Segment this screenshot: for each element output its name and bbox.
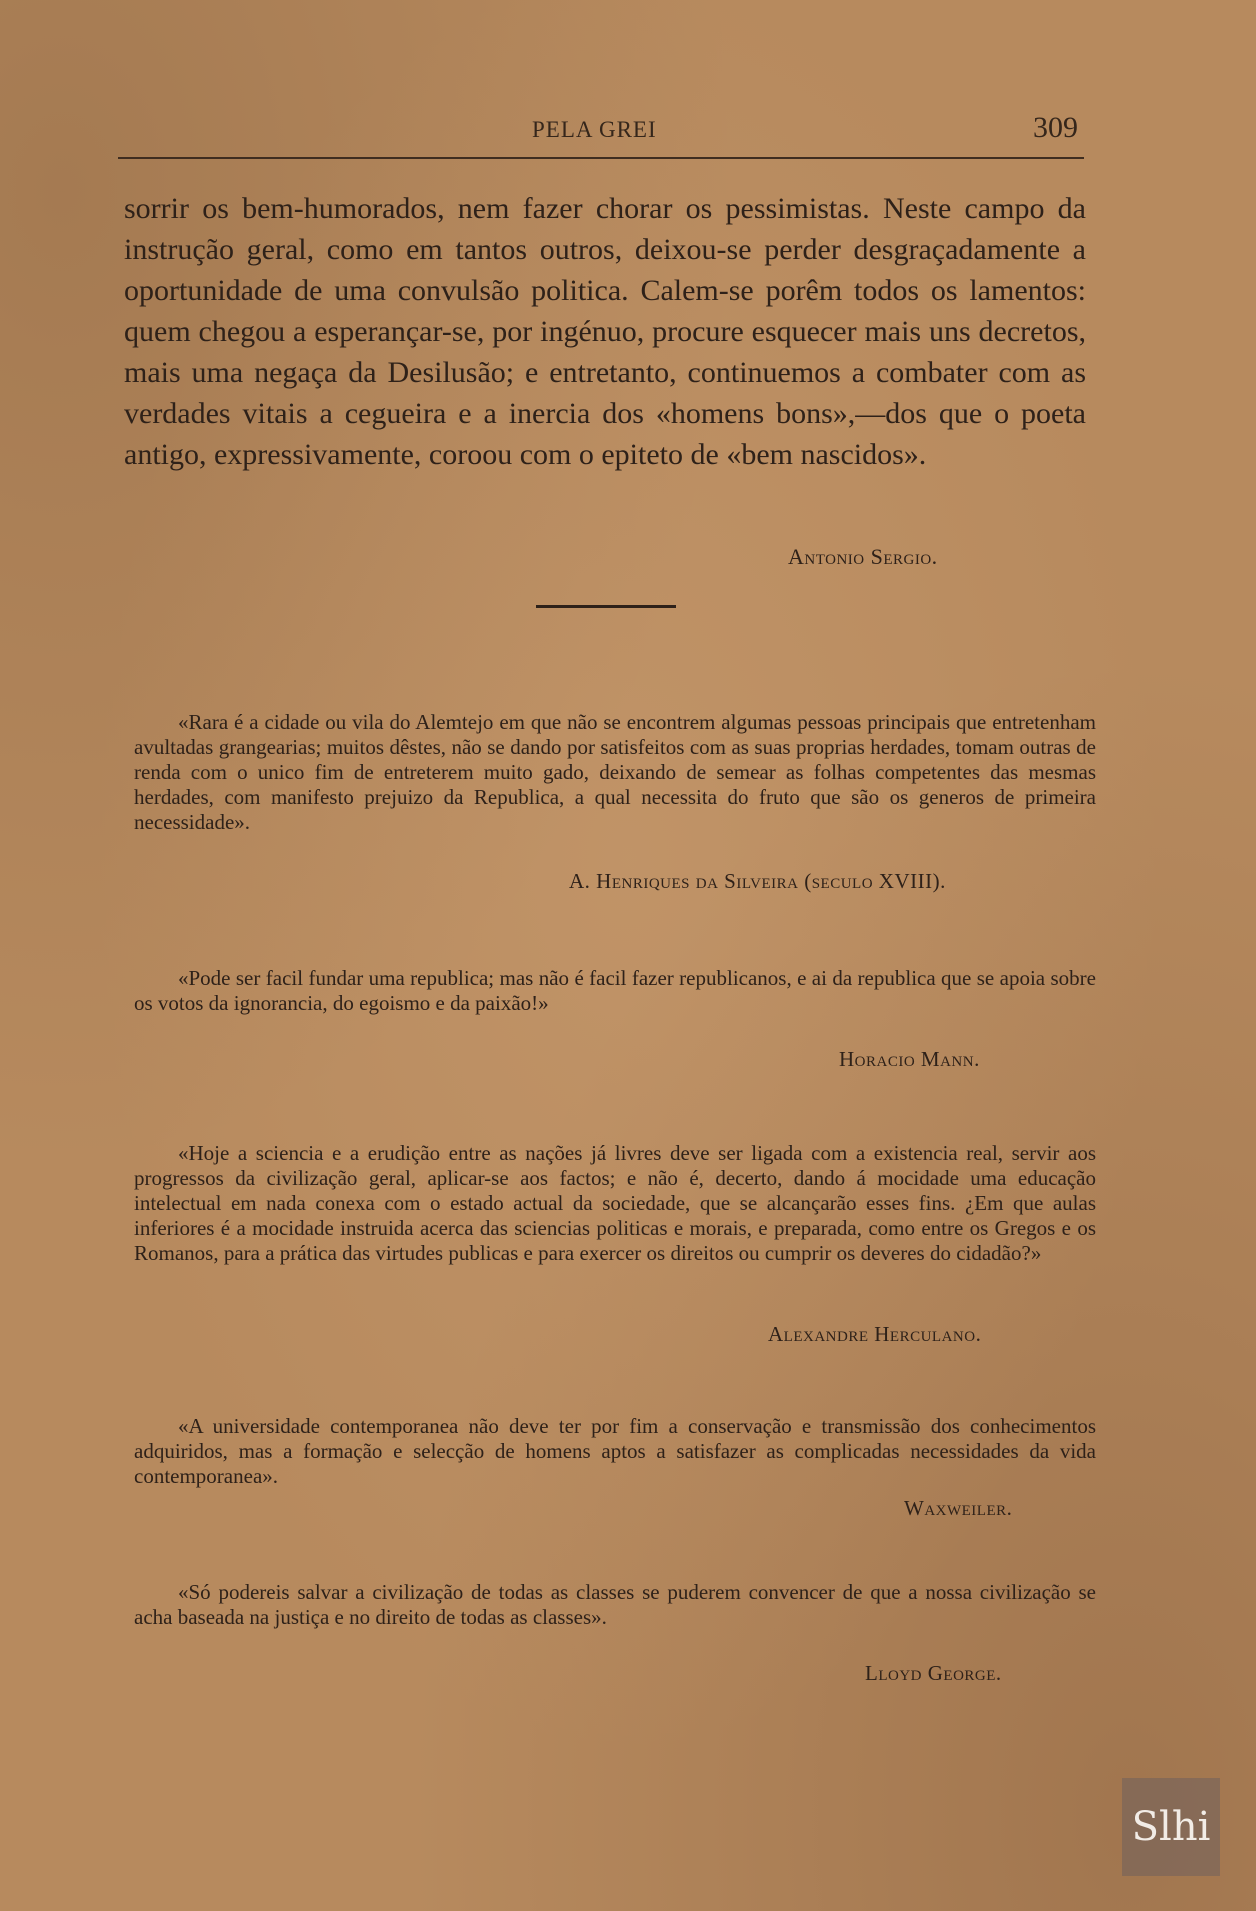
section-divider	[536, 605, 676, 608]
library-logo-text: Slhi	[1131, 1804, 1211, 1850]
library-logo	[1122, 1778, 1220, 1876]
quote-mann: «Pode ser facil fundar uma republica; mas não é facil fazer republicanos, e ai da republica que se apoia sobre os votos da ignorancia, do egoismo e da paixão!»	[134, 966, 1096, 1015]
main-paragraph: sorrir os bem-humorados, nem fazer chorar os pessimistas. Neste campo da instrução geral, como em tantos outros, deixou-se perder desgraçadamente a oportunidade de uma convulsão politica. Calem-se porêm todos os lamentos: quem chegou a esperançar-se, por ingénuo, procure esquecer mais uns decretos, mais uma negaça da Desilusão; e entretanto, continuemos a combater com as verdades vitais a cegueira e a inercia dos «homens bons»,—dos que o poeta antigo, expressivamente, coroou com o epiteto de «bem nascidos».	[124, 192, 1086, 471]
quote-silveira: «Rara é a cidade ou vila do Alemtejo em que não se encontrem algumas pessoas principais que entretenham avultadas grangearias; muitos dêstes, não se dando por satisfeitos com as suas proprias herdades, tomam outras de renda com o unico fim de entreterem muito gado, deixando de semear as folhas competentes das mesmas herdades, com manifesto prejuizo da Republica, a qual necessita do fruto que são os generos de primeira necessidade».	[134, 710, 1096, 834]
quote-author-lloyd-george: Lloyd George.	[865, 1661, 1002, 1685]
quote-author-herculano: Alexandre Herculano.	[768, 1322, 982, 1346]
quote-author-waxweiler: Waxweiler.	[904, 1496, 1013, 1520]
quote-lloyd-george: «Só podereis salvar a civilização de todas as classes se puderem convencer de que a nossa civilização se acha baseada na justiça e no direito de todas as classes».	[134, 1580, 1096, 1629]
quote-herculano: «Hoje a sciencia e a erudição entre as nações já livres deve ser ligada com a existencia real, servir aos progressos da civilização geral, aplicar-se aos factos; e não é, decerto, dando á mocidade uma educação intelectual em nada conexa com o estado actual da sociedade, que se alcançarão esses fins. ¿Em que aulas inferiores é a mocidade instruida acerca das sciencias politicas e morais, e preparada, como entre os Gregos e os Romanos, para a prática das virtudes publicas e para exercer os direitos ou cumprir os deveres do cidadão?»	[134, 1141, 1096, 1265]
page-number: 309	[1033, 111, 1078, 144]
quote-author-mann: Horacio Mann.	[839, 1047, 980, 1071]
paragraph-author: Antonio Sergio.	[788, 544, 938, 569]
running-title: PELA GREI	[532, 117, 657, 142]
quote-waxweiler: «A universidade contemporanea não deve ter por fim a conservação e transmissão dos conhecimentos adquiridos, mas a formação e selecção de homens aptos a satisfazer as complicadas necessidades da vida contemporanea».	[134, 1414, 1096, 1488]
quote-author-silveira: A. Henriques da Silveira (seculo XVIII).	[569, 869, 946, 893]
header-rule	[118, 157, 1084, 159]
